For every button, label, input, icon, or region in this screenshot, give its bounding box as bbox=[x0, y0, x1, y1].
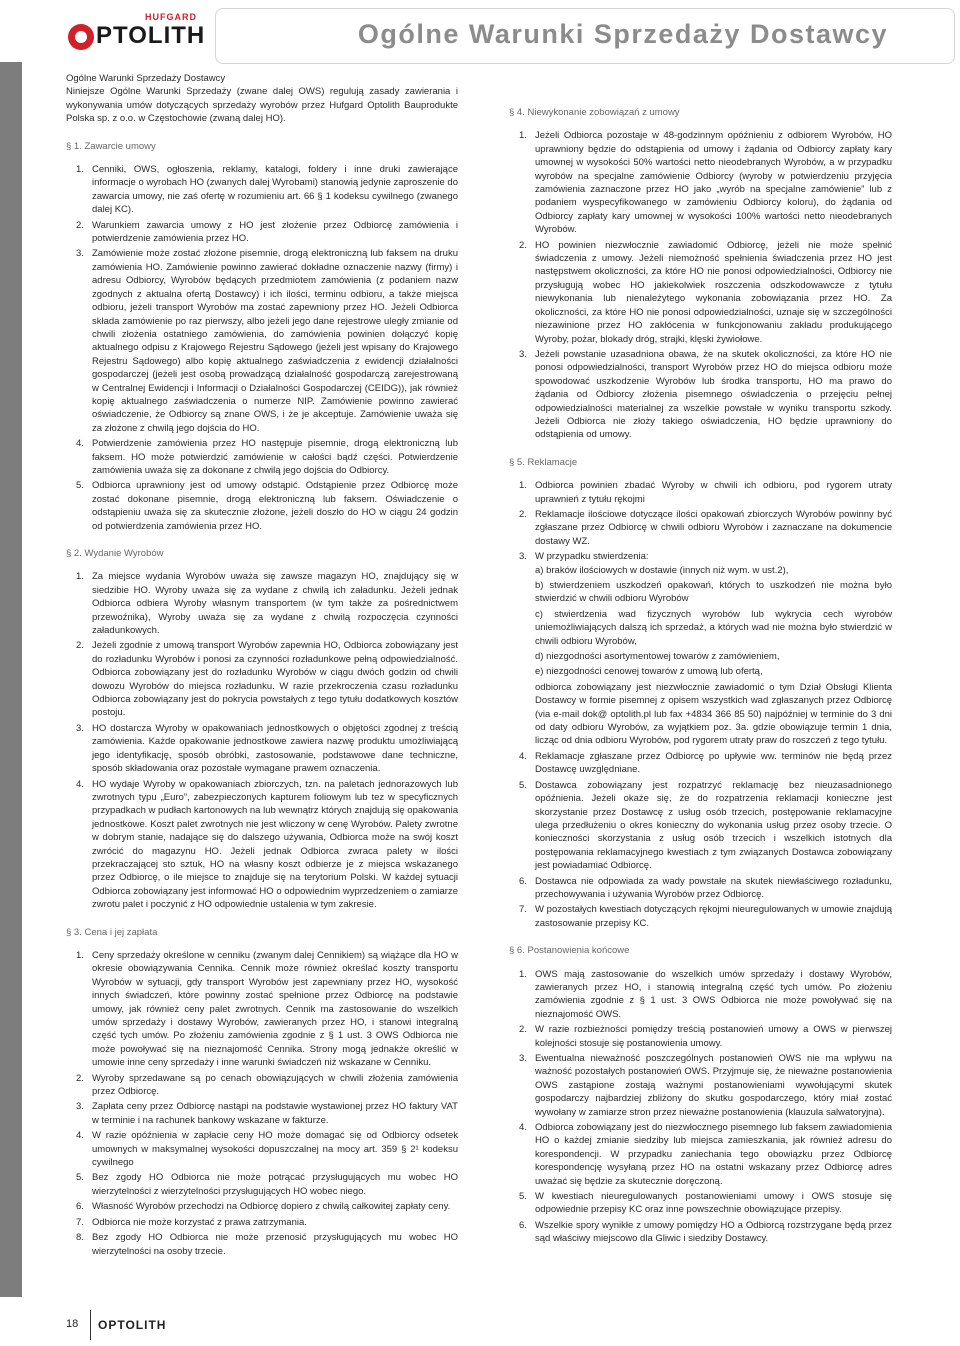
footer-brand: OPTOLITH bbox=[98, 1318, 167, 1332]
sub-item: a) braków ilościowych w dostawie (innych niż wym. w ust.2), bbox=[535, 564, 789, 576]
sub-item: odbiorca zobowiązany jest niezwłocznie zawiadomić o tym Dział Obsługi Klienta Dostawcy w formie pisemnej z opisem wszystkich wad zgłaszanych przez Odbiorcę (via e-mail dok@ optolith.pl lub fax +4834 366 85 50) najpóźniej w terminie do 3 dni od daty odbioru Wyrobów, za wyjątkiem poz. 3a. gdzie obowiązuje termin 1 dnia, licząc od dnia odbioru Wyrobów, pod rygorem utraty praw do roszczeń z tego tytułu. bbox=[535, 681, 892, 747]
list-item bbox=[509, 239, 892, 346]
section-heading: § 5. Reklamacje bbox=[509, 456, 578, 468]
intro bbox=[66, 72, 458, 126]
item-number: 4. bbox=[519, 750, 527, 762]
item-number: 3. bbox=[76, 248, 84, 260]
list-item bbox=[66, 778, 458, 912]
item-number: 7. bbox=[76, 1216, 84, 1228]
list-item bbox=[509, 479, 892, 506]
list-item bbox=[66, 479, 458, 533]
item-number: 3. bbox=[519, 1053, 527, 1064]
page-footer bbox=[66, 1310, 266, 1340]
section-list bbox=[509, 968, 892, 1246]
item-number: 1. bbox=[519, 480, 527, 492]
sub-item: e) niezgodności cenowej towarów z umową lub ofertą, bbox=[535, 666, 763, 678]
left-column bbox=[66, 72, 458, 1260]
item-number: 5. bbox=[519, 779, 527, 791]
item-text: HO dostarcza Wyroby w opakowaniach jednostkowych o objętości zgodnej z treścią zamówienia. Każde opakowanie jednostkowe zawiera nazwę produktu umożliwiającą jego identyfikację, sposób obróbki, zastosowanie, podstawowe dane techniczne, sposób składowania oraz pozostałe wymagane prawem oznaczenia. bbox=[92, 722, 458, 775]
item-text: HO wydaje Wyroby w opakowaniach zbiorczych, tzn. na paletach jednorazowych lub zwrotnych typu „Euro”, zabezpieczonych kapturem foliowym lub tez w specyficznych przypadkach w pudłach kartonowych na lub wewnątrz których znajdują się opakowania jednostkowe. Koszt palet zwrotnych nie jest wliczony w cenę Wyrobów. Palety zwrotne w dobrym stanie, nadające się do dalszego używania, Odbiorca może na swój koszt zwrócić do magazynu HO. Jeżeli jednak Odbiorca zwraca palety w ilości przekraczającej sto sztuk, HO na własny koszt odbierze je z miejsca wskazanego przez Odbiorcę, o ile miejsce to znajduje się na terytorium Polski. W każdej sytuacji Odbiorca zobowiązany jest informować HO o odpowiednim wyprzedzeniem o zamiarze zwrotu palet i poczynić z HO odpowiednie ustalenia w tym zakresie. bbox=[92, 778, 458, 911]
item-number: 5. bbox=[76, 1172, 84, 1184]
list-item bbox=[509, 903, 892, 930]
section-heading: § 6. Postanowienia końcowe bbox=[509, 945, 630, 957]
item-text: HO powinien niezwłocznie zawiadomić Odbiorcę, jeżeli nie może spełnić świadczenia z umowy. Jeżeli niemożność spełnienia świadczenia przez HO jest następstwem okoliczności, za które HO nie ponosi odpowiedzialności, Odbiorcy nie przysługują wobec HO jakiekolwiek roszczenia odszkodowawcze z tytułu niewykonania lub nienależytego wykonania zobowiązania przez HO. Za okoliczności, za które HO nie ponosi odpowiedzialności, uznaje się w szczególności niezawinione przez HO zakłócenia w funkcjonowaniu zakładu produkującego Wyroby, pożar, blokady dróg, strajki, klęski żywiołowe. bbox=[535, 239, 892, 345]
item-text: W przypadku stwierdzenia: bbox=[535, 551, 649, 563]
item-number: 5. bbox=[519, 1191, 527, 1203]
list-item bbox=[509, 779, 892, 873]
item-text: Bez zgody HO Odbiorca nie może przenosić przysługujących mu wobec HO wierzytelności na osoby trzecie. bbox=[92, 1232, 458, 1257]
section-list bbox=[66, 949, 458, 1258]
optolith-logo bbox=[68, 12, 206, 50]
item-text: Ewentualna nieważność poszczególnych postanowień OWS nie ma wpływu na ważność pozostałych postanowień OWS. Przyjmuje się, że nieważne postanowienia OWS zastąpione zostają ważnymi postanowieniami wywołującymi skutek gospodarczy najbardziej zbliżony do skutku gospodarczego, który miał zostać wywołany w zamiarze stron przez nieważne postanowienia (klauzula salwatoryjna). bbox=[535, 1053, 892, 1118]
intro-text: Niniejsze Ogólne Warunki Sprzedaży (zwane dalej OWS) regulują zasady zawierania i wykonywania umów dotyczących sprzedaży wyrobów przez Hufgard Optolith Bauprodukte Polska sp. z o.o. w Częstochowie (zwaną dalej HO). bbox=[66, 86, 458, 125]
item-number: 4. bbox=[76, 438, 84, 450]
item-number: 1. bbox=[76, 949, 84, 961]
item-text: Ceny sprzedaży określone w cenniku (zwanym dalej Cennikiem) są wiążące dla HO w okresie obowiązywania Cennika. Cennik może również określać koszty transportu Wyrobów w sytuacji, gdy transport Wyrobów jest zapewniany przez HO, wysokość innych świadczeń, które powinny zostać spełnione przez Odbiorcę na podstawie umowy, jak również ceny palet zwrotnych. Cennik ma zastosowanie do wszelkich umów sprzedaży i dostawy Wyrobów, zawieranych przez HO, i stanowi integralną część tych umów. Po złożeniu zamówienia zgodnie z § 1 ust. 3 OWS Odbiorca nie może powoływać się na nieznajomość Cennika. Strony mogą jednakże określić w umowie inne ceny sprzedaży i inne warunki świadczeń niż wskazane w Cenniku. bbox=[92, 949, 458, 1069]
item-text: W kwestiach nieuregulowanych postanowieniami umowy i OWS stosuje się odpowiednie przepisy KC oraz inne powszechnie obowiązujące przepisy. bbox=[535, 1191, 892, 1216]
list-item bbox=[66, 570, 458, 637]
item-number: 3. bbox=[519, 348, 527, 360]
item-text: Potwierdzenie zamówienia przez HO następuje pisemnie, drogą elektroniczną lub faksem. HO może potwierdzić zamówienie w całości bądź części. Potwierdzenie zamówienia uważa się za dokonane z chwilą jego dojścia do Odbiorcy. bbox=[92, 438, 458, 476]
item-number: 2. bbox=[519, 508, 527, 520]
item-number: 2. bbox=[76, 219, 84, 231]
list-item bbox=[509, 508, 892, 548]
list-item bbox=[509, 1023, 892, 1050]
item-text: Wszelkie spory wynikłe z umowy pomiędzy HO a Odbiorcą rozstrzygane będą przez sąd właściwy miejscowo dla Gliwic i siedziby Dostawcy. bbox=[535, 1219, 892, 1245]
item-number: 1. bbox=[519, 968, 527, 980]
list-item bbox=[66, 1216, 458, 1229]
item-number: 1. bbox=[76, 571, 84, 583]
list-item bbox=[66, 163, 458, 217]
item-number: 2. bbox=[76, 1072, 84, 1084]
list-item bbox=[66, 437, 458, 477]
right-sections bbox=[509, 106, 892, 1246]
logo-main-text: PTOLITH bbox=[96, 22, 206, 49]
list-item bbox=[509, 1121, 892, 1188]
section-list bbox=[66, 570, 458, 911]
list-item bbox=[66, 219, 458, 246]
list-item bbox=[509, 968, 892, 1022]
list-item bbox=[509, 1052, 892, 1119]
list-item bbox=[509, 129, 892, 236]
item-number: 4. bbox=[519, 1122, 527, 1134]
list-item bbox=[509, 1190, 892, 1217]
item-number: 8. bbox=[76, 1232, 84, 1244]
footer-divider bbox=[90, 1310, 91, 1340]
section-list bbox=[66, 163, 458, 533]
side-bar bbox=[0, 62, 22, 1297]
left-sections bbox=[66, 140, 458, 1258]
list-item bbox=[509, 550, 892, 748]
item-text: Za miejsce wydania Wyrobów uważa się zawsze magazyn HO, znajdujący się w siedzibie HO. Wyroby uważa się za wydane z chwilą ich załadunku. Jeżeli jednak Odbiorca odbiera Wyroby własnym transportem (w tym także za pośrednictwem przewoźnika), Wyroby uważa się za wydane z chwilą rozpoczęcia czynności załadunkowych. bbox=[92, 571, 458, 637]
section-list bbox=[509, 479, 892, 930]
item-text: Odbiorca powinien zbadać Wyroby w chwili ich odbioru, pod rygorem utraty uprawnień z tytułu rękojmi bbox=[535, 480, 892, 505]
item-text: OWS mają zastosowanie do wszelkich umów sprzedaży i dostawy Wyrobów, zawieranych przez HO, i stanowią integralną część tych umów. Po złożeniu zamówienia zgodnie z § 1 ust. 3 OWS Odbiorca nie może powoływać się na nieznajomość OWS. bbox=[535, 968, 892, 1020]
sub-item: d) niezgodności asortymentowej towarów z zamówieniem, bbox=[535, 651, 780, 663]
item-text: Wyroby sprzedawane są po cenach obowiązujących w chwili złożenia zamówienia przez Odbiorcę. bbox=[92, 1072, 458, 1098]
sub-item: c) stwierdzenia wad fizycznych wyrobów lub wykrycia cech wyrobów uniemożliwiających dalszą ich sprzedaż, a których wad nie można było stwierdzić w chwili odbioru Wyrobów, bbox=[535, 608, 892, 647]
item-text: Jeżeli zgodnie z umową transport Wyrobów zapewnia HO, Odbiorca zobowiązany jest do rozładunku Wyrobów i ponosi za czynności rozładunkowe pełną odpowiedzialność. Odbiorca zobowiązany jest do rozładunku Wyrobów w ciągu dwóch godzin od chwili dowozu Wyrobów do miejsca rozładunku. W razie przekroczenia czasu rozładunku Odbiorca zobowiązany jest do pokrycia powstałych z tego tytułu dodatkowych kosztów postoju. bbox=[92, 640, 458, 719]
list-item bbox=[509, 1219, 892, 1246]
item-number: 2. bbox=[519, 239, 527, 251]
item-text: W razie opóźnienia w zapłacie ceny HO może domagać się od Odbiorcy odsetek umownych w maksymalnej wysokości dopuszczalnej na mocy art. 359 § 2¹ kodeksu cywilnego bbox=[92, 1130, 458, 1169]
list-item bbox=[66, 1231, 458, 1258]
item-text: Własność Wyrobów przechodzi na Odbiorcę dopiero z chwilą całkowitej zapłaty ceny. bbox=[92, 1201, 451, 1213]
item-number: 1. bbox=[76, 164, 84, 176]
list-item bbox=[66, 1100, 458, 1127]
item-text: Jeżeli Odbiorca pozostaje w 48-godzinnym opóźnieniu z odbiorem Wyrobów, HO uprawniony będzie do odstąpienia od umowy i żądania od Odbiorcy zapłaty kary umownej w wysokości 50% wartości netto nieodebranych Wyrobów, a w przypadku wyrobów na specjalne zamówienie Odbiorcy (wyroby w potwierdzeniu przyjęcia zamówienia zaznaczone przez HO jako „wyrób na specjalne zamówienie” lub z podaniem wyspecyfikowanego w zamówieniu Odbiorcy koloru), do żądania od Odbiorcy zapłaty kary umownej w wysokości 100% wartości netto nieodebranych Wyrobów. bbox=[535, 130, 892, 236]
item-number: 6. bbox=[519, 875, 527, 887]
sub-item: b) stwierdzeniem uszkodzeń opakowań, których to uszkodzeń nie można było stwierdzić w chwili odbioru Wyrobów bbox=[535, 580, 892, 605]
item-text: Odbiorca uprawniony jest od umowy odstąpić. Odstąpienie przez Odbiorcę może zostać dokonane pisemnie, drogą elektroniczną lub faksem. Oświadczenie o odstąpieniu uważa się za skutecznie złożone, jeżeli doszło do HO w ciągu 24 godzin od potwierdzenia zamówienia przez HO. bbox=[92, 480, 458, 532]
item-text: Cenniki, OWS, ogłoszenia, reklamy, katalogi, foldery i inne druki zawierające informacje o wyrobach HO (zwanych dalej Wyrobami) stanowią jedynie zaproszenie do zawarcia umowy, nie zaś ofertę w rozumieniu art. 66 § 1 kodeksu cywilnego (zwanego dalej KC). bbox=[92, 164, 458, 216]
item-text: W pozostałych kwestiach dotyczących rękojmi nieuregulowanych w umowie znajdują zastosowanie przepisy KC. bbox=[535, 904, 892, 929]
item-number: 4. bbox=[76, 778, 84, 790]
list-item bbox=[509, 875, 892, 902]
page-title: Ogólne Warunki Sprzedaży Dostawcy bbox=[357, 19, 888, 49]
list-item bbox=[509, 348, 892, 442]
section-list bbox=[509, 129, 892, 441]
list-item bbox=[66, 1129, 458, 1169]
item-number: 3. bbox=[76, 1101, 84, 1113]
page-number: 18 bbox=[66, 1318, 79, 1330]
item-text: Odbiorca nie może korzystać z prawa zatrzymania. bbox=[92, 1216, 307, 1228]
list-item bbox=[66, 722, 458, 776]
logo-sub-text: HUFGARD bbox=[145, 12, 197, 22]
section-heading: § 4. Niewykonanie zobowiązań z umowy bbox=[509, 107, 680, 118]
item-text: Reklamacje ilościowe dotyczące ilości opakowań zbiorczych Wyrobów powinny być zgłaszane przez Odbiorcę w chwili odbioru Wyrobów i zaznaczane na dokumencie dostawy WZ. bbox=[535, 508, 892, 547]
item-number: 3. bbox=[519, 551, 527, 563]
title-box bbox=[215, 8, 955, 64]
item-number: 3. bbox=[76, 722, 84, 734]
item-text: Zamówienie może zostać złożone pisemnie, drogą elektroniczną lub faksem na druku zamówienia HO. Zamówienie powinno zawierać dokładne oznaczenie nazwy (firmy) i adresu Odbiorcy, Wyrobów będących przedmiotem zamówienia (z podaniem nazw zgodnych z aktualna ofertą Dostawcy) i ich ilości, terminu odbioru, a także miejsca odbioru, jeżeli transport Wyrobów ma zostać zapewniony przez HO. Jeżeli Odbiorca składa zamówienie po raz pierwszy, albo jeżeli jego dane rejestrowe uległy zmianie od chwili złożenia ostatniego zamówienia, do zamówienia powinien dołączyć kopię aktualnego odpisu z Krajowego Rejestru Sądowego (jeżeli jest wpisany do Krajowego Rejestru Sądowego) albo kopię aktualnego zaświadczenia z ewidencji działalności gospodarczej (jeżeli jest osobą prowadzącą działalność gospodarczą zarejestrowaną w Centralnej Ewidencji i Informacji o Działalności Gospodarczej (CEIDG)), jak również kopię aktualnego zaświadczenia o numerze NIP. Zamówienie powinno zawierać oświadczenie, że Odbiorcy są znane OWS, i że je akceptuje. Zamówienie uważa się za złożone z chwilą jego dojścia do HO. bbox=[92, 248, 458, 434]
item-text: Warunkiem zawarcia umowy z HO jest złożenie przez Odbiorcę zamówienia i potwierdzenie zamówienia przez HO. bbox=[92, 219, 458, 245]
item-text: Odbiorca zobowiązany jest do niezwłocznego pisemnego lub faksem zawiadomienia HO o każdej zmianie siedziby lub miejsca zamieszkania, jak również adresu do korespondencji. W przypadku zaniechania tego obowiązku przez Odbiorcę korespondencję wysyłaną przez HO na ostatni wskazany przez Odbiorcę adres uważać się będzie za skutecznie doręczoną. bbox=[535, 1122, 892, 1187]
list-item bbox=[509, 750, 892, 777]
sub-list bbox=[535, 564, 892, 748]
list-item bbox=[66, 1072, 458, 1099]
item-number: 4. bbox=[76, 1130, 84, 1142]
intro-title: Ogólne Warunki Sprzedaży Dostawcy bbox=[66, 73, 226, 84]
item-number: 6. bbox=[519, 1219, 527, 1231]
list-item bbox=[66, 247, 458, 435]
section-heading: § 1. Zawarcie umowy bbox=[66, 140, 156, 152]
item-text: W razie rozbieżności pomiędzy treścią postanowień umowy a OWS w pierwszej kolejności stosuje się postanowienia umowy. bbox=[535, 1024, 892, 1049]
section-heading: § 2. Wydanie Wyrobów bbox=[66, 548, 164, 559]
section-heading: § 3. Cena i jej zapłata bbox=[66, 926, 158, 938]
item-number: 1. bbox=[519, 130, 527, 142]
item-text: Bez zgody HO Odbiorca nie może potrącać przysługujących mu wobec HO wierzytelności z wierzytelności przysługujących HO wobec niego. bbox=[92, 1172, 458, 1197]
item-number: 2. bbox=[519, 1024, 527, 1036]
item-number: 5. bbox=[76, 480, 84, 492]
list-item bbox=[66, 1200, 458, 1213]
list-item bbox=[66, 949, 458, 1070]
item-text: Dostawca zobowiązany jest rozpatrzyć reklamację bez nieuzasadnionego opóźnienia. Jeżeli okaże się, że do rozpatrzenia reklamacji konieczne jest skorzystanie przez Dostawcę z usług osób trzecich, postępowanie reklamacyjne ulega przedłużeniu o okres konieczny do wykonania usług przez osoby trzecie. O konieczności skorzystania z usług osób trzecich i wszelkich istotnych dla postępowania reklamacyjnego kwestiach z tym związanych Dostawca zobowiązany jest powiadamiać Odbiorcę. bbox=[535, 779, 892, 872]
item-text: Jeżeli powstanie uzasadniona obawa, że na skutek okoliczności, za które HO nie ponosi odpowiedzialności, transport Wyrobów przez HO do miejsca odbioru może spowodować uszkodzenie Wyrobów lub środka transportu, HO ma prawo do żądania od Odbiorcy złożenia pisemnego oświadczenia o przejęciu pełnej odpowiedzialności materialnej za wszelkie powstałe w wyniku transportu szkody. Jeżeli Odbiorca nie złoży takiego oświadczenia, HO będzie uprawniony do odstąpienia od umowy. bbox=[535, 348, 892, 441]
item-number: 2. bbox=[76, 640, 84, 652]
item-number: 7. bbox=[519, 904, 527, 916]
list-item bbox=[66, 1171, 458, 1198]
list-item bbox=[66, 639, 458, 719]
item-number: 6. bbox=[76, 1201, 84, 1213]
item-text: Zapłata ceny przez Odbiorcę nastąpi na podstawie wystawionej przez HO faktury VAT w terminie i na rachunek bankowy wskazane w fakturze. bbox=[92, 1101, 458, 1126]
item-text: Dostawca nie odpowiada za wady powstałe na skutek niewłaściwego rozładunku, przechowywania i używania Wyrobów przez Odbiorcę. bbox=[535, 875, 892, 900]
item-text: Reklamacje zgłaszane przez Odbiorcę po upływie ww. terminów nie będą przez Dostawcę uwzględniane. bbox=[535, 750, 892, 776]
right-column bbox=[509, 92, 892, 1248]
